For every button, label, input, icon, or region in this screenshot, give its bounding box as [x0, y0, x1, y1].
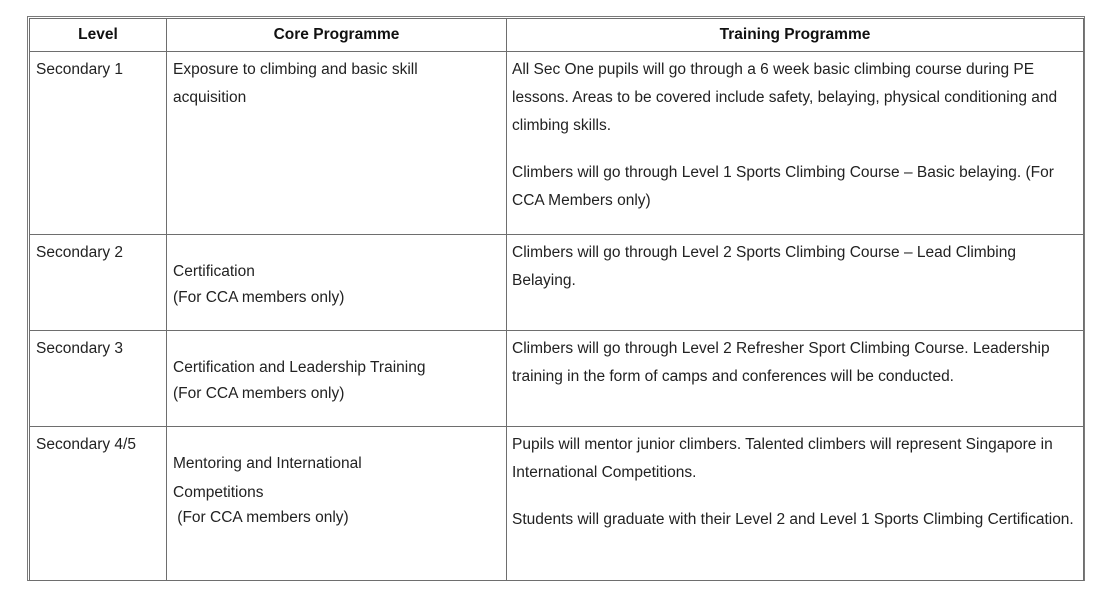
table-row [30, 235, 1084, 331]
programme-table [29, 18, 1084, 581]
core-line: (For CCA members only) [173, 509, 349, 526]
core-programme-cell [167, 235, 507, 331]
programme-table-frame [27, 16, 1085, 581]
table-header-row [30, 19, 1084, 52]
training-paragraph: Pupils will mentor junior climbers. Talented climbers will represent Singapore in International Competitions. [512, 436, 1053, 481]
training-programme-cell [507, 235, 1084, 331]
core-line: (For CCA members only) [173, 289, 345, 306]
training-programme-cell [507, 52, 1084, 235]
core-line: acquisition [173, 89, 247, 106]
table-row [30, 52, 1084, 235]
training-programme-cell [507, 427, 1084, 581]
level-cell: Secondary 3 [30, 331, 167, 427]
table-row [30, 427, 1084, 581]
training-paragraph: Climbers will go through Level 1 Sports Climbing Course – Basic belaying. (For CCA Members only) [512, 164, 1054, 209]
core-programme-cell [167, 427, 507, 581]
core-line: (For CCA members only) [173, 385, 345, 402]
training-paragraph: Climbers will go through Level 2 Refresher Sport Climbing Course. Leadership training in the form of camps and conferences will be conducted. [512, 340, 1050, 385]
training-paragraph: All Sec One pupils will go through a 6 week basic climbing course during PE lessons. Areas to be covered include safety, belaying, physical conditioning and climbing skills. [512, 61, 1058, 134]
level-cell: Secondary 2 [30, 235, 167, 331]
core-programme-cell [167, 331, 507, 427]
level-cell: Secondary 1 [30, 52, 167, 235]
header-level: Level [30, 19, 167, 52]
core-line: Competitions [173, 484, 264, 501]
header-core-programme: Core Programme [167, 19, 507, 52]
core-line: Certification and Leadership Training [173, 359, 426, 376]
core-programme-cell [167, 52, 507, 235]
header-training-programme: Training Programme [507, 19, 1084, 52]
table-row [30, 331, 1084, 427]
training-paragraph: Climbers will go through Level 2 Sports Climbing Course – Lead Climbing Belaying. [512, 244, 1016, 289]
training-paragraph: Students will graduate with their Level 2 and Level 1 Sports Climbing Certification. [512, 511, 1074, 528]
core-line: Certification [173, 263, 255, 280]
level-cell: Secondary 4/5 [30, 427, 167, 581]
training-programme-cell [507, 331, 1084, 427]
core-line: Exposure to climbing and basic skill [173, 61, 418, 78]
core-line: Mentoring and International [173, 455, 362, 472]
